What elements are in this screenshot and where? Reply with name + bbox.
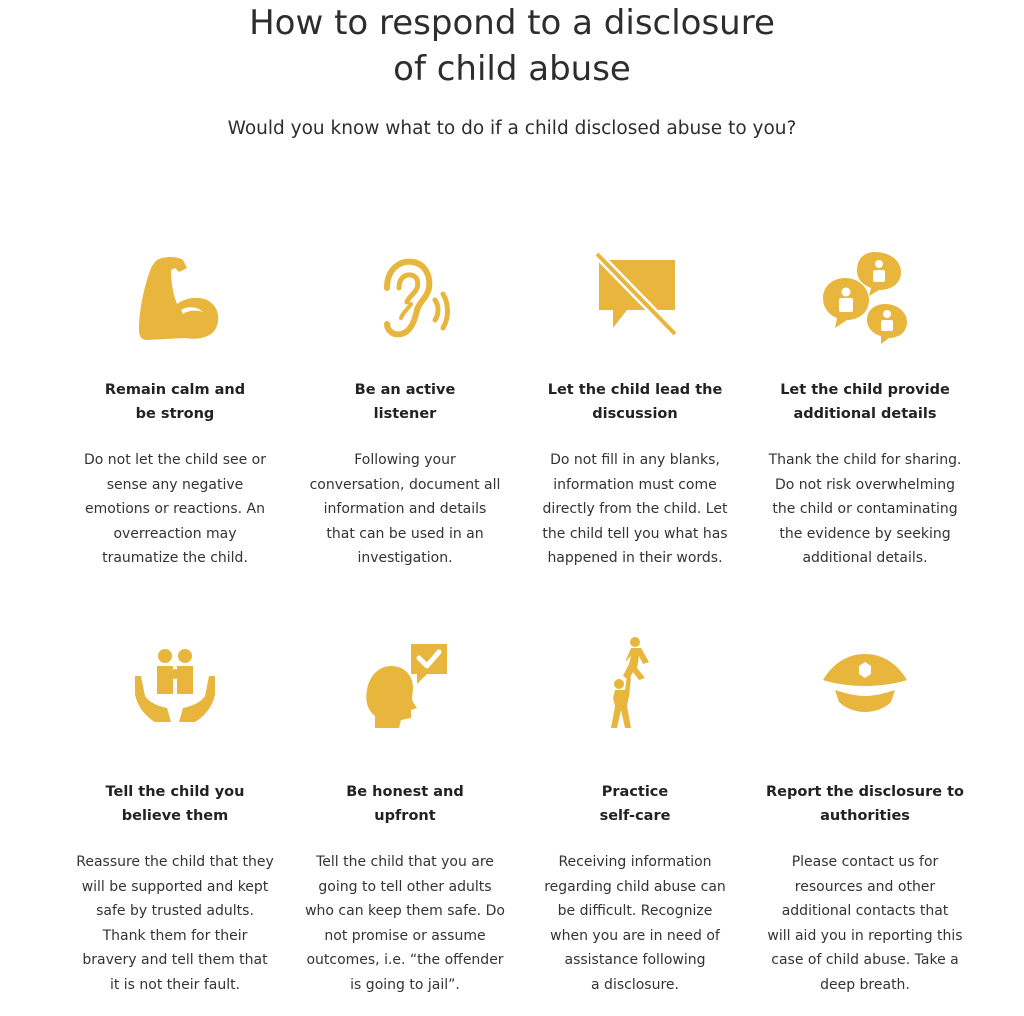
tip-body: Following your conversation, document all information and details that can be used in an investigation. [309, 452, 501, 566]
tip-card-honest-upfront [290, 636, 520, 1016]
tip-card-additional-details [750, 248, 980, 636]
no-speech-bubble-icon [587, 248, 683, 348]
ear-listening-icon [357, 248, 453, 348]
people-speech-bubbles-icon [817, 248, 913, 348]
tip-title: Report the disclosure to authorities [766, 784, 964, 824]
tip-title: Let the child lead the discussion [547, 382, 723, 422]
head-checkmark-bubble-icon [357, 636, 453, 736]
tip-card-self-care [520, 636, 750, 1016]
tips-grid [60, 248, 980, 1016]
tip-card-child-lead [520, 248, 750, 636]
tip-card-remain-calm [60, 248, 290, 636]
tip-body: Tell the child that you are going to tell other adults who can keep them safe. Do not promise or assume outcomes, i.e. “the offender is going to jail”. [305, 854, 505, 993]
tip-title: Be honest and upfront [346, 784, 464, 824]
helping-hand-climb-icon [587, 636, 683, 736]
family-in-hands-icon [127, 636, 223, 736]
flexed-arm-icon [127, 248, 223, 348]
tip-title: Practice self-care [599, 784, 671, 824]
tip-body: Receiving information regarding child abuse can be difficult. Recognize when you are in need of assistance following a disclosure. [544, 854, 726, 993]
tip-title: Tell the child you believe them [105, 784, 245, 824]
page-title [0, 0, 1024, 92]
page-title-line-1: How to respond to a disclosure [249, 3, 775, 43]
tip-title: Remain calm and be strong [104, 382, 246, 422]
tip-title: Be an active listener [354, 382, 456, 422]
page-title-line-2: of child abuse [393, 49, 631, 89]
tip-title: Let the child provide additional details [780, 382, 950, 422]
tip-body: Thank the child for sharing. Do not risk overwhelming the child or contaminating the evidence by seeking additional details. [768, 452, 962, 566]
tip-card-active-listener [290, 248, 520, 636]
tip-body: Do not fill in any blanks, information must come directly from the child. Let the child tell you what has happened in their words. [542, 452, 728, 566]
tip-card-report-authorities [750, 636, 980, 1016]
tip-body: Please contact us for resources and other additional contacts that will aid you in reporting this case of child abuse. Take a deep breath. [767, 854, 963, 993]
tip-body: Reassure the child that they will be supported and kept safe by trusted adults. Thank them for their bravery and tell them that it is not their fault. [76, 854, 274, 993]
tip-body: Do not let the child see or sense any negative emotions or reactions. An overreaction may traumatize the child. [83, 452, 267, 566]
tip-card-believe-them [60, 636, 290, 1016]
police-cap-icon [817, 636, 913, 736]
page-subtitle: Would you know what to do if a child disclosed abuse to you? [227, 118, 797, 139]
